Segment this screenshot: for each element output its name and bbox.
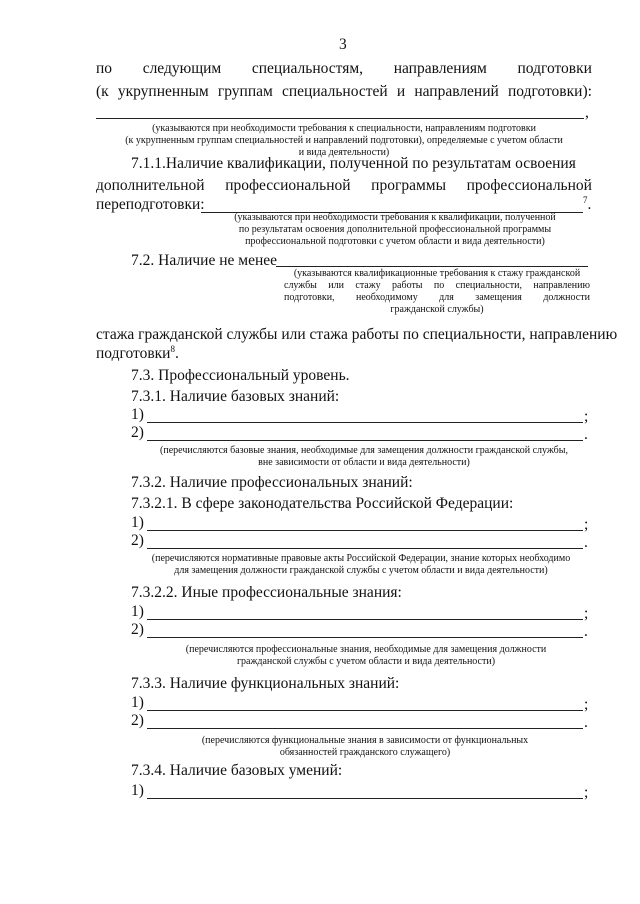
hint-line: (перечисляются профессиональные знания, необходимые для замещения должности [185, 644, 547, 655]
fill-in-line [147, 530, 583, 531]
hint-line: (перечисляются функциональные знания в зависимости от функциональных [201, 735, 529, 746]
section-heading: 7.3. Профессиональный уровень. [131, 367, 350, 384]
word: укрупненным [117, 83, 209, 100]
word: специальностям, [251, 60, 364, 77]
item-number: 1) [131, 514, 144, 531]
paragraph-line [96, 60, 592, 78]
section-heading: 7.3.4. Наличие базовых умений: [131, 762, 343, 779]
section-heading: 7.3.2.1. В сфере законодательства Российской Федерации: [131, 495, 514, 512]
paragraph-line: подготовки$^8$. [96, 343, 179, 362]
word: направлений [414, 83, 499, 100]
word: дополнительной [96, 177, 205, 194]
hint-line: подготовки, необходимому для замещения должности [284, 292, 590, 303]
hint-line: вне зависимости от области и вида деятельности) [258, 457, 470, 468]
hint-line: (перечисляются нормативные правовые акты Российской Федерации, знание которых необходимо [151, 553, 571, 564]
fill-in-line [147, 422, 583, 423]
line-end: ; [584, 516, 589, 533]
footnote-hint [205, 212, 585, 248]
paragraph-line [96, 177, 592, 195]
fill-in-line [147, 710, 583, 711]
item-number: 1) [131, 603, 144, 620]
paragraph-line: переподготовки: [96, 196, 205, 213]
fill-in-line [276, 266, 588, 267]
word: направлениям [393, 60, 487, 77]
line-end: . [584, 714, 588, 731]
fill-in-line [147, 440, 583, 441]
footnote-hint [160, 735, 570, 759]
footnote-ref: 7 [583, 194, 588, 205]
item-number: 2) [131, 424, 144, 441]
fill-in-line [147, 548, 583, 549]
fill-in-line [147, 798, 583, 799]
fill-in-line [147, 637, 583, 638]
word: по [96, 60, 113, 77]
fill-in-line [147, 619, 583, 620]
footnote-hint [96, 123, 592, 159]
hint-line: (перечисляются базовые знания, необходимые для замещения должности гражданской службы, [160, 445, 568, 456]
item-number: 1) [131, 406, 144, 423]
word: специальностей [281, 83, 388, 100]
item-number: 2) [131, 712, 144, 729]
hint-line: (указываются при необходимости требования к квалификации, полученной [234, 212, 556, 223]
hint-line: по результатам освоения дополнительной профессиональной программы [238, 224, 552, 235]
paragraph-line: 7.1.1.Наличие квалификации, полученной по результатам освоения [131, 155, 576, 172]
paragraph-line [96, 83, 592, 101]
line-end: ; [584, 605, 589, 622]
hint-line: службы или стажу работы по специальности, направлению [284, 280, 590, 291]
line-end: $^7$. [583, 194, 592, 213]
word: программы [371, 177, 446, 194]
word: профессиональной [466, 177, 592, 194]
item-number: 2) [131, 532, 144, 549]
hint-line: обязанностей гражданского служащего) [279, 747, 451, 758]
line-end: . [584, 623, 588, 640]
paragraph-line: 7.2. Наличие не менее [131, 252, 278, 269]
word: следующим [142, 60, 222, 77]
word: профессиональной [225, 177, 351, 194]
line-end: ; [584, 696, 589, 713]
line-end: . [584, 534, 588, 551]
footnote-hint [146, 644, 586, 668]
footnote-ref: 8 [170, 343, 175, 354]
word: подготовки [517, 60, 592, 77]
footnote-hint [136, 445, 592, 469]
line-end: , [585, 104, 589, 121]
item-number: 2) [131, 621, 144, 638]
section-heading: 7.3.3. Наличие функциональных знаний: [131, 675, 400, 692]
fill-in-line [96, 118, 584, 119]
fill-in-line [147, 728, 583, 729]
line-end: ; [584, 784, 589, 801]
word: группам [217, 83, 273, 100]
section-heading: 7.3.2. Наличие профессиональных знаний: [131, 474, 413, 491]
hint-line: (указываются квалификационные требования к стажу гражданской [293, 268, 581, 279]
footnote-hint [126, 553, 596, 577]
line-end: . [584, 426, 588, 443]
paragraph-line: стажа гражданской службы или стажа работы по специальности, направлению [96, 326, 618, 343]
section-heading: 7.3.2.2. Иные профессиональные знания: [131, 584, 402, 601]
hint-line: гражданской службы) [390, 304, 484, 315]
word: подготовки): [507, 83, 592, 100]
item-number: 1) [131, 694, 144, 711]
hint-line: профессиональной подготовки с учетом области и вида деятельности) [245, 236, 545, 247]
footnote-hint [284, 268, 590, 316]
word: и [396, 83, 406, 100]
hint-line: и вида деятельности) [298, 147, 390, 158]
line-end: ; [584, 408, 589, 425]
page-number: 3 [339, 36, 347, 53]
section-heading: 7.3.1. Наличие базовых знаний: [131, 388, 340, 405]
hint-line: гражданской службы с учетом области и вида деятельности) [236, 656, 496, 667]
hint-line: (к укрупненным группам специальностей и направлений подготовки), определяемые с учетом области [125, 135, 563, 146]
hint-line: для замещения должности гражданской службы с учетом области и вида деятельности) [174, 565, 548, 576]
item-number: 1) [131, 782, 144, 799]
word: (к [96, 83, 109, 100]
hint-line: (указываются при необходимости требования к специальности, направлениям подготовки [152, 123, 536, 134]
